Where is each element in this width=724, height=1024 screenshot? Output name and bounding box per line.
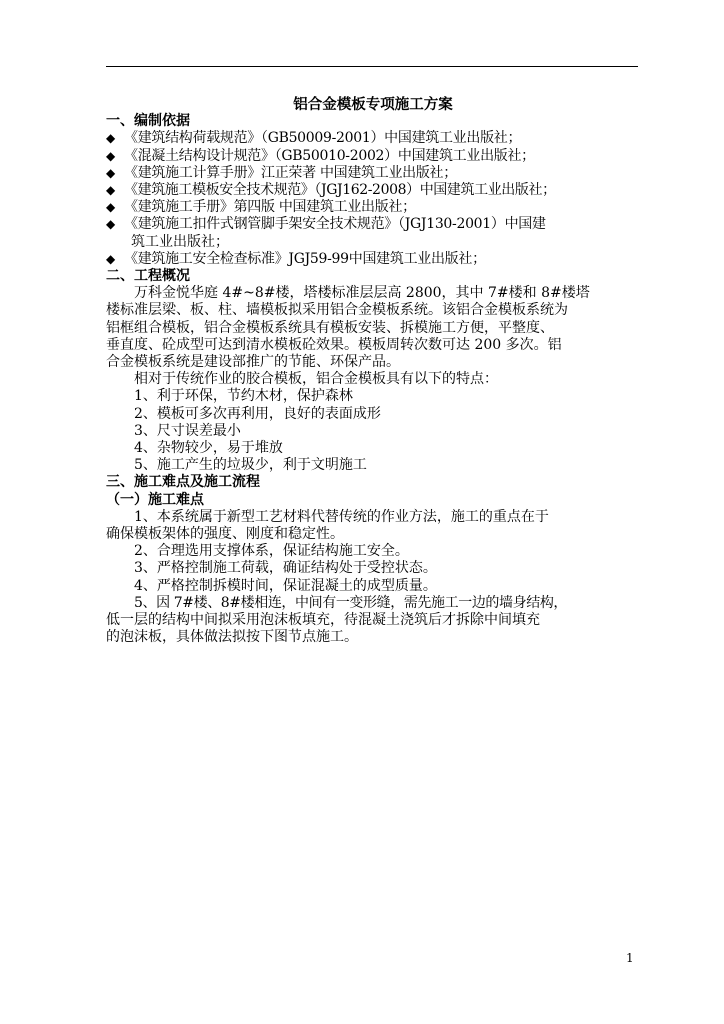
header-rule [106, 66, 638, 67]
section-heading-overview: 二、工程概况 [106, 268, 190, 285]
list-item: ◆ 《建筑施工模板安全技术规范》（JGJ162-2008）中国建筑工业出版社； [106, 182, 556, 199]
paragraph-line: 垂直度、砼成型可达到清水模板砼效果。模板周转次数可达 200 多次。铝 [106, 336, 562, 353]
document-body [106, 96, 640, 647]
feature-item: 3、尺寸误差最小 [134, 422, 241, 439]
paragraph-line: 确保模板架体的强度、刚度和稳定性。 [106, 526, 344, 543]
diamond-bullet-icon: ◆ [106, 217, 116, 232]
section-heading-basis: 一、编制依据 [106, 113, 190, 130]
diamond-bullet-icon: ◆ [106, 131, 116, 146]
feature-item: 4、杂物较少，易于堆放 [134, 440, 283, 457]
feature-item: 1、利于环保，节约木材，保护森林 [134, 388, 353, 405]
list-item: ◆ 《建筑结构荷载规范》（GB50009-2001）中国建筑工业出版社； [106, 130, 522, 147]
diamond-bullet-icon: ◆ [106, 200, 116, 215]
document-title: 铝合金模板专项施工方案 [293, 96, 453, 113]
list-item: ◆ 《建筑施工安全检查标准》JGJ59-99中国建筑工业出版社； [106, 250, 486, 267]
paragraph-line: 万科金悦华庭 4#~8#楼，塔楼标准层层高 2800，其中 7#楼和 8#楼塔 [134, 285, 590, 302]
page-number: 1 [626, 951, 634, 965]
paragraph-line: 4、严格控制拆模时间，保证混凝土的成型质量。 [134, 577, 437, 594]
list-item: ◆ 《建筑施工扣件式钢管脚手架安全技术规范》（JGJ130-2001）中国建 [106, 216, 546, 233]
list-item-continuation: 筑工业出版社； [131, 233, 229, 250]
diamond-bullet-icon: ◆ [106, 183, 116, 198]
diamond-bullet-icon: ◆ [106, 251, 116, 266]
list-item: ◆ 《混凝土结构设计规范》（GB50010-2002）中国建筑工业出版社； [106, 147, 535, 164]
paragraph-line: 合金模板系统是建设部推广的节能、环保产品。 [106, 354, 400, 371]
feature-item: 2、模板可多次再利用，良好的表面成形 [134, 405, 381, 422]
feature-item: 5、施工产生的垃圾少，利于文明施工 [134, 457, 367, 474]
paragraph-line: 铝框组合模板，铝合金模板系统具有模板安装、拆模施工方便，平整度、 [106, 319, 554, 336]
paragraph-line: 低一层的结构中间拟采用泡沫板填充，待混凝土浇筑后才拆除中间填充 [106, 612, 540, 629]
paragraph-line: 2、合理选用支撑体系，保证结构施工安全。 [134, 543, 409, 560]
list-item: ◆ 《建筑施工计算手册》江正荣著 中国建筑工业出版社； [106, 164, 457, 181]
diamond-bullet-icon: ◆ [106, 165, 116, 180]
diamond-bullet-icon: ◆ [106, 148, 116, 163]
paragraph-line: 相对于传统作业的胶合模板，铝合金模板具有以下的特点： [134, 371, 498, 388]
paragraph-line: 3、严格控制施工荷载，确证结构处于受控状态。 [134, 560, 437, 577]
list-item: ◆ 《建筑施工手册》第四版 中国建筑工业出版社； [106, 199, 416, 216]
paragraph-line: 1、本系统属于新型工艺材料代替传统的作业方法，施工的重点在于 [134, 508, 549, 525]
paragraph-line: 的泡沫板，具体做法拟按下图节点施工。 [106, 629, 358, 646]
paragraph-line: 楼标准层梁、板、柱、墙模板拟采用铝合金模板系统。该铝合金模板系统为 [106, 302, 568, 319]
paragraph-line: 5、因 7#楼、8#楼相连，中间有一变形缝，需先施工一边的墙身结构， [134, 594, 568, 611]
subsection-heading: （一）施工难点 [106, 491, 204, 508]
section-heading-difficulties: 三、施工难点及施工流程 [106, 474, 260, 491]
